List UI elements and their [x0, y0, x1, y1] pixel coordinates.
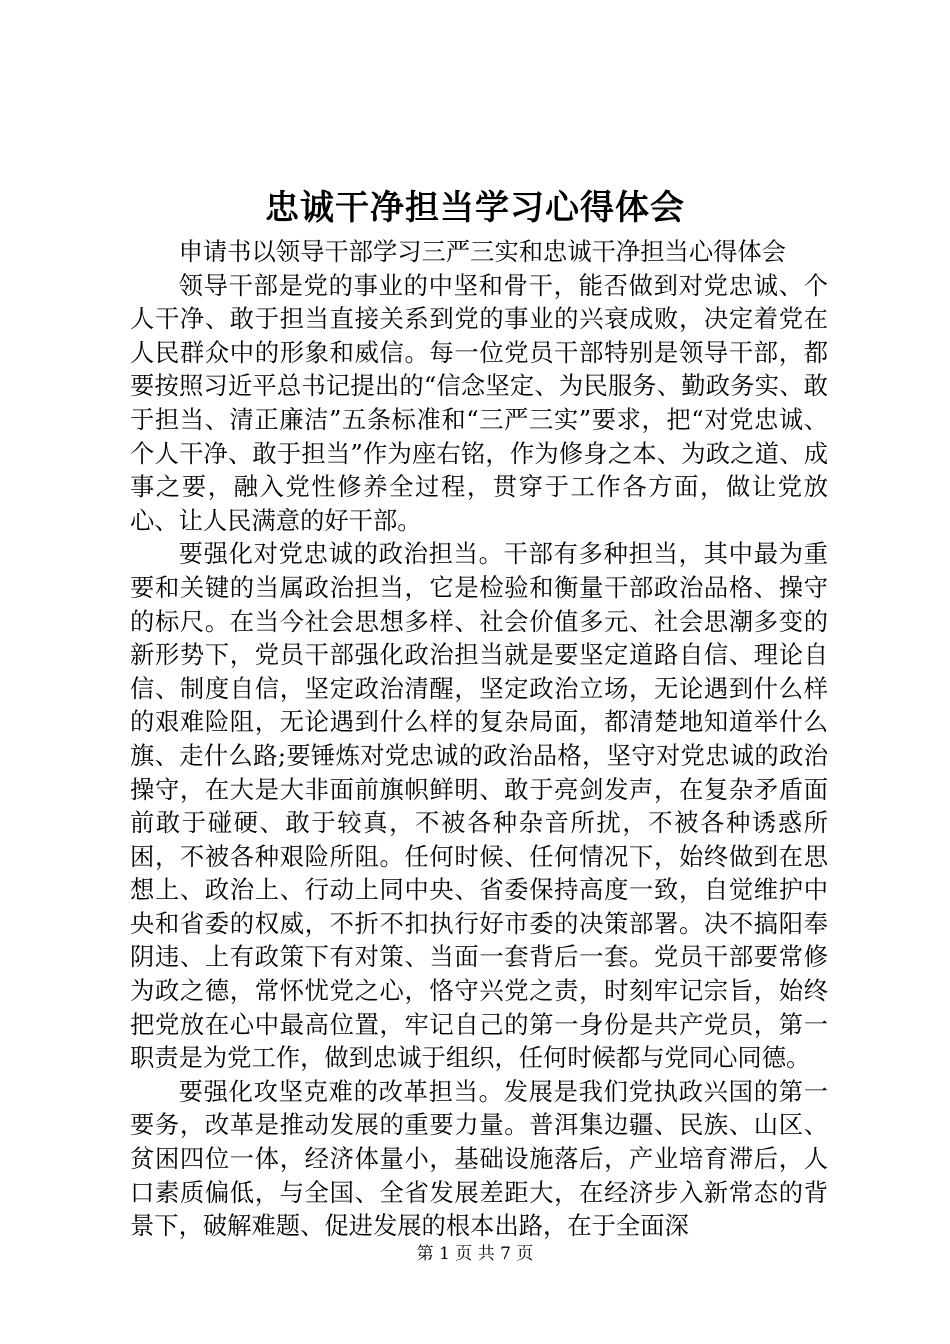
- document-body: [130, 235, 828, 1243]
- paragraph-reform: 要强化攻坚克难的改革担当。发展是我们党执政兴国的第一要务，改革是推动发展的重要力量。普洱集边疆、民族、山区、贫困四位一体，经济体量小，基础设施落后，产业培育滞后，人口素质偏低，与全国、全省发展差距大，在经济步入新常态的背景下，破解难题、促进发展的根本出路，在于全面深: [130, 1076, 828, 1241]
- document-title: 忠诚干净担当学习心得体会: [265, 188, 685, 228]
- paragraph-leaders: 领导干部是党的事业的中坚和骨干，能否做到对党忠诚、个人干净、敢于担当直接关系到党的事业的兴衰成败，决定着党在人民群众中的形象和威信。每一位党员干部特别是领导干部，都要按照习近平总书记提出的“信念坚定、为民服务、勤政务实、敢于担当、清正廉洁”五条标准和“三严三实”要求，把“对党忠诚、个人干净、敢于担当”作为座右铭，作为修身之本、为政之道、成事之要，融入党性修养全过程，贯穿于工作各方面，做让党放心、让人民满意的好干部。: [130, 270, 828, 535]
- paragraph-political-loyalty: 要强化对党忠诚的政治担当。干部有多种担当，其中最为重要和关键的当属政治担当，它是检验和衡量干部政治品格、操守的标尺。在当今社会思想多样、社会价值多元、社会思潮多变的新形势下，党员干部强化政治担当就是要坚定道路自信、理论自信、制度自信，坚定政治清醒，坚定政治立场，无论遇到什么样的艰难险阻，无论遇到什么样的复杂局面，都清楚地知道举什么旗、走什么路;要锤炼对党忠诚的政治品格，坚守对党忠诚的政治操守，在大是大非面前旗帜鲜明、敢于亮剑发声，在复杂矛盾面前敢于碰硬、敢于较真，不被各种杂音所扰，不被各种诱惑所困，不被各种艰险所阻。任何时候、任何情况下，始终做到在思想上、政治上、行动上同中央、省委保持高度一致，自觉维护中央和省委的权威，不折不扣执行好市委的决策部署。决不搞阳奉阴违、上有政策下有对策、当面一套背后一套。党员干部要常修为政之德，常怀忧党之心，恪守兴党之责，时刻牢记宗旨，始终把党放在心中最高位置，牢记自己的第一身份是共产党员，第一职责是为党工作，做到忠诚于组织，任何时候都与党同心同德。: [130, 539, 828, 1073]
- page-number-footer: 第 1 页 共 7 页: [416, 1244, 534, 1264]
- paragraph-intro: 申请书以领导干部学习三严三实和忠诚干净担当心得体会: [178, 237, 787, 266]
